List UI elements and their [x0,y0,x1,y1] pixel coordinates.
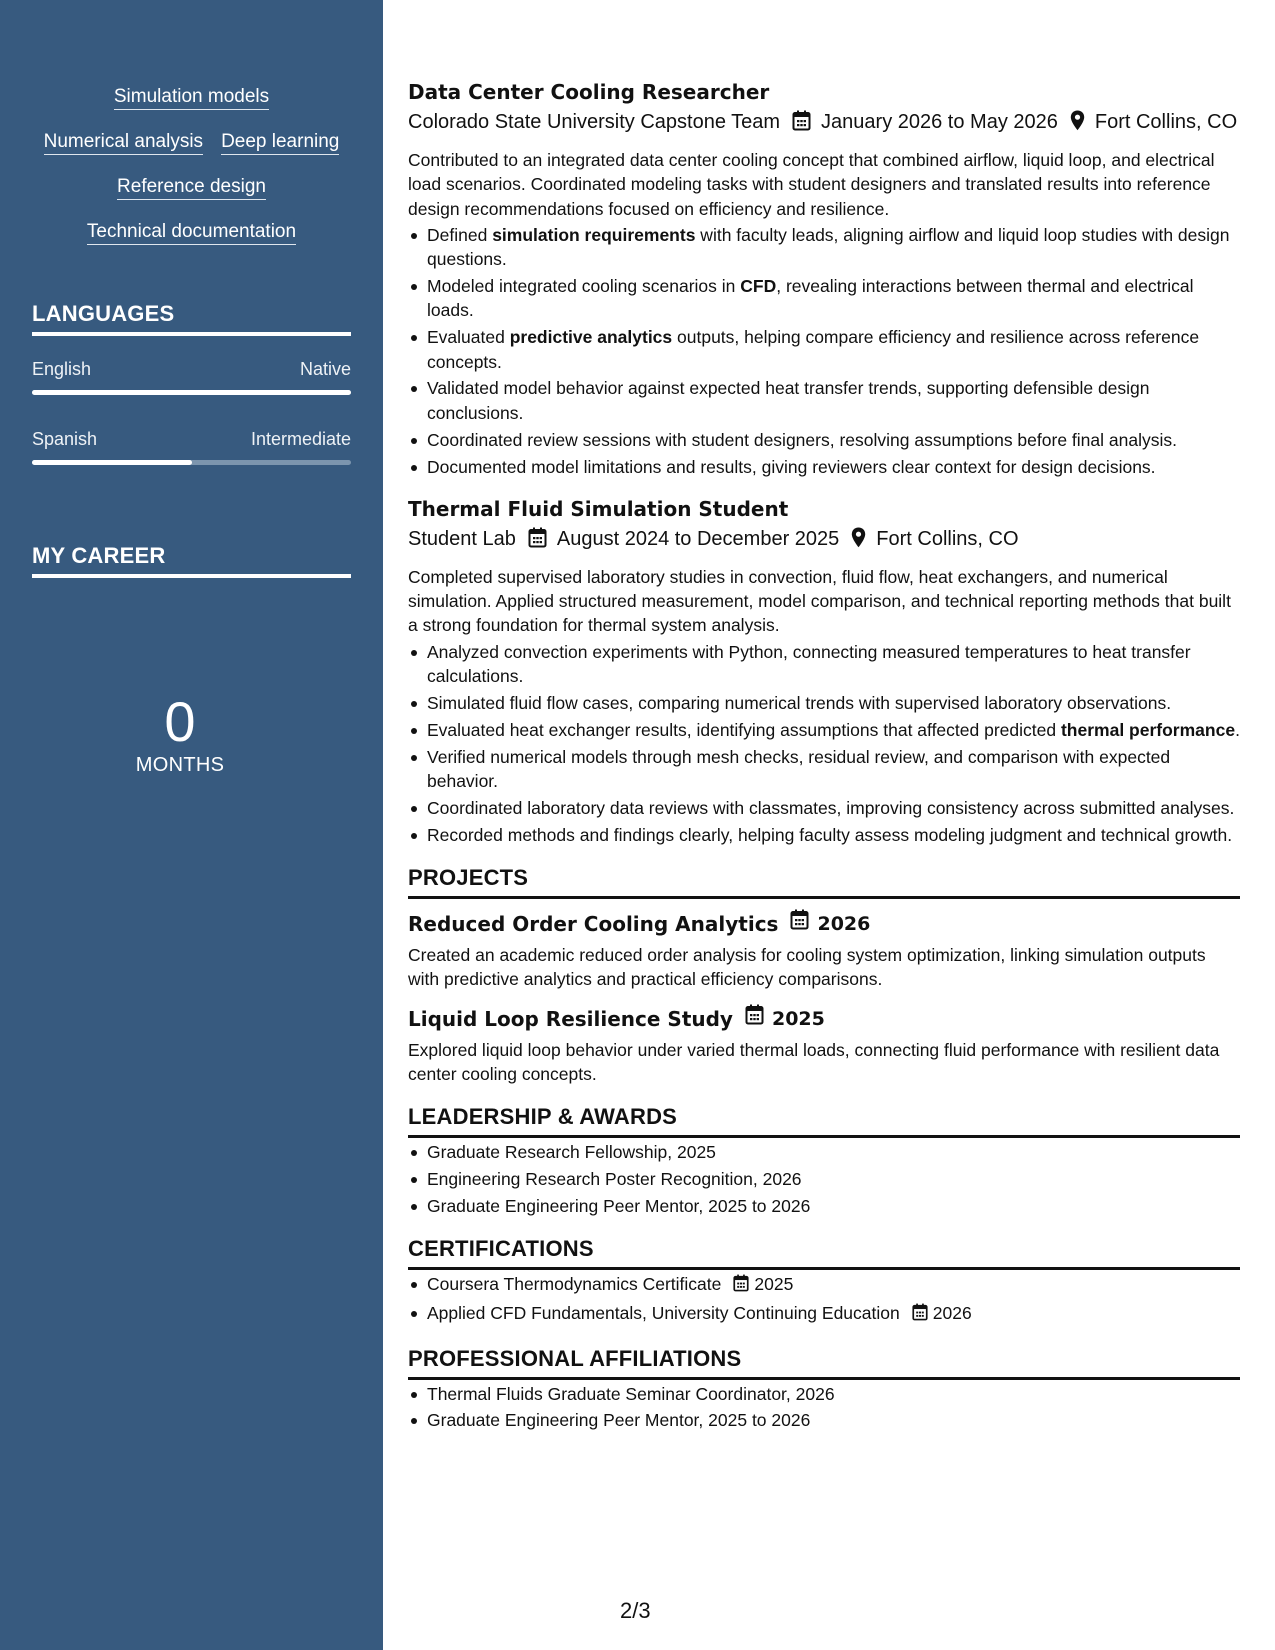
project-title: Reduced Order Cooling Analytics [408,912,779,937]
award-item: Graduate Engineering Peer Mentor, 2025 to 2026 [408,1194,1240,1218]
skill-row [32,86,351,131]
job-summary: Completed supervised laboratory studies in convection, fluid flow, heat exchangers, and numerical simulation. Applied structured measurement, model comparison, and technical reporting methods that built a strong foundation for thermal system analysis. [408,566,1231,636]
job-bullet: Coordinated laboratory data reviews with classmates, improving consistency across submitted analyses. [408,796,1240,820]
career-months-unit: MONTHS [135,754,225,776]
language-item [32,358,351,395]
job-location: Fort Collins, CO [1094,111,1238,133]
job-bullet: Evaluated predictive analytics outputs, helping compare efficiency and resilience across reference concepts. [408,325,1240,374]
skill-tag: Reference design [117,176,266,200]
skill-row [32,131,351,176]
job-bullet: Coordinated review sessions with student designers, resolving assumptions before final analysis. [408,428,1240,452]
job-location: Fort Collins, CO [876,527,1019,550]
certification-year: 2026 [932,1303,972,1324]
calendar-icon [790,909,809,939]
calendar-icon [733,1274,749,1298]
skill-row [32,176,351,221]
job-bullet: Recorded methods and findings clearly, helping faculty assess modeling judgment and technical growth. [408,823,1240,847]
bullet-emphasis: predictive analytics [509,327,673,348]
career-heading: MY CAREER [32,543,351,578]
project-description: Explored liquid loop behavior under varied thermal loads, connecting fluid performance with resilient data center cooling concepts. [408,1039,1220,1084]
languages-heading: LANGUAGES [32,301,351,336]
job-bullets [408,223,1240,479]
skill-tag: Simulation models [114,86,269,110]
job-meta [408,527,1240,554]
job-organization: Colorado State University Capstone Team [408,111,781,133]
job-bullet: Verified numerical models through mesh checks, residual review, and comparison with expected behavior. [408,745,1240,794]
sidebar [0,0,383,1650]
certifications-heading: CERTIFICATIONS [408,1236,1240,1270]
language-level: Intermediate [250,429,351,449]
page-number: 2/3 [620,1598,651,1623]
map-pin-icon [1070,110,1085,137]
job-bullets [408,640,1240,847]
job-organization: Student Lab [408,527,516,550]
job-bullet: Validated model behavior against expected heat transfer trends, supporting defensible design conclusions. [408,376,1240,425]
job-bullet: Modeled integrated cooling scenarios in CFD, revealing interactions between thermal and electrical loads. [408,274,1240,323]
project-entry [408,1004,1240,1087]
project-entry [408,909,1240,992]
skill-row [32,221,351,266]
skill-tag: Technical documentation [87,221,296,245]
language-proficiency-fill [32,390,351,395]
language-name: Spanish [32,429,98,449]
language-item [32,428,351,465]
language-proficiency-bar [32,460,351,465]
certification-item [408,1272,1240,1298]
bullet-emphasis: thermal performance [1060,719,1236,740]
calendar-icon [912,1303,928,1327]
certification-year: 2025 [754,1274,794,1295]
award-item: Engineering Research Poster Recognition, 2026 [408,1167,1240,1191]
project-year: 2025 [771,1007,825,1030]
job-bullet: Documented model limitations and results, giving reviewers clear context for design decisions. [408,455,1240,479]
job-meta [408,110,1240,137]
calendar-icon [745,1004,764,1034]
awards-list [408,1140,1240,1218]
map-pin-icon [851,527,866,554]
skills-list [32,86,351,266]
job-title: Data Center Cooling Researcher [408,80,770,104]
main-content [408,78,1240,1435]
language-level: Native [299,359,351,379]
job-summary: Contributed to an integrated data center cooling concept that combined airflow, liquid loop, and electrical load scenarios. Coordinated modeling tasks with student designers and translated results into reference design recommendations focused on efficiency and resilience. [408,150,1215,219]
bullet-emphasis: CFD [740,276,777,297]
certifications-list [408,1272,1240,1327]
experience-entry [408,495,1240,847]
certification-item [408,1301,1240,1327]
job-title: Thermal Fluid Simulation Student [408,496,789,521]
job-bullet: Simulated fluid flow cases, comparing numerical trends with supervised laboratory observations. [408,691,1240,715]
calendar-icon [792,110,811,137]
project-description: Created an academic reduced order analysis for cooling system optimization, linking simulation outputs with predictive analytics and practical efficiency comparisons. [408,945,1206,990]
certification-name: Applied CFD Fundamentals, University Continuing Education [427,1303,900,1324]
job-bullet: Evaluated heat exchanger results, identifying assumptions that affected predicted thermal performance. [408,718,1240,742]
awards-heading: LEADERSHIP & AWARDS [408,1104,1240,1138]
project-title: Liquid Loop Resilience Study [408,1006,733,1031]
job-bullet: Defined simulation requirements with faculty leads, aligning airflow and liquid loop studies with design questions. [408,223,1240,272]
calendar-icon [528,527,547,554]
bullet-emphasis: simulation requirements [492,224,696,245]
experience-entry [408,78,1240,479]
job-dates: January 2026 to May 2026 [821,111,1058,133]
affiliations-list [408,1382,1240,1433]
language-proficiency-bar [32,390,351,395]
language-proficiency-fill [32,460,192,465]
projects-heading: PROJECTS [408,865,1240,899]
award-item: Graduate Research Fellowship, 2025 [408,1140,1240,1164]
affiliation-item: Thermal Fluids Graduate Seminar Coordinator, 2026 [408,1382,1240,1406]
career-months-value: 0 [164,690,196,753]
affiliation-item: Graduate Engineering Peer Mentor, 2025 to 2026 [408,1408,1240,1432]
job-bullet: Analyzed convection experiments with Python, connecting measured temperatures to heat transfer calculations. [408,640,1240,689]
skill-tag: Numerical analysis [44,131,203,155]
certification-name: Coursera Thermodynamics Certificate [427,1274,722,1295]
language-name: English [32,359,92,379]
affiliations-heading: PROFESSIONAL AFFILIATIONS [408,1346,1240,1380]
skill-tag: Deep learning [221,131,339,155]
project-year: 2026 [817,913,871,936]
job-dates: August 2024 to December 2025 [556,527,840,550]
